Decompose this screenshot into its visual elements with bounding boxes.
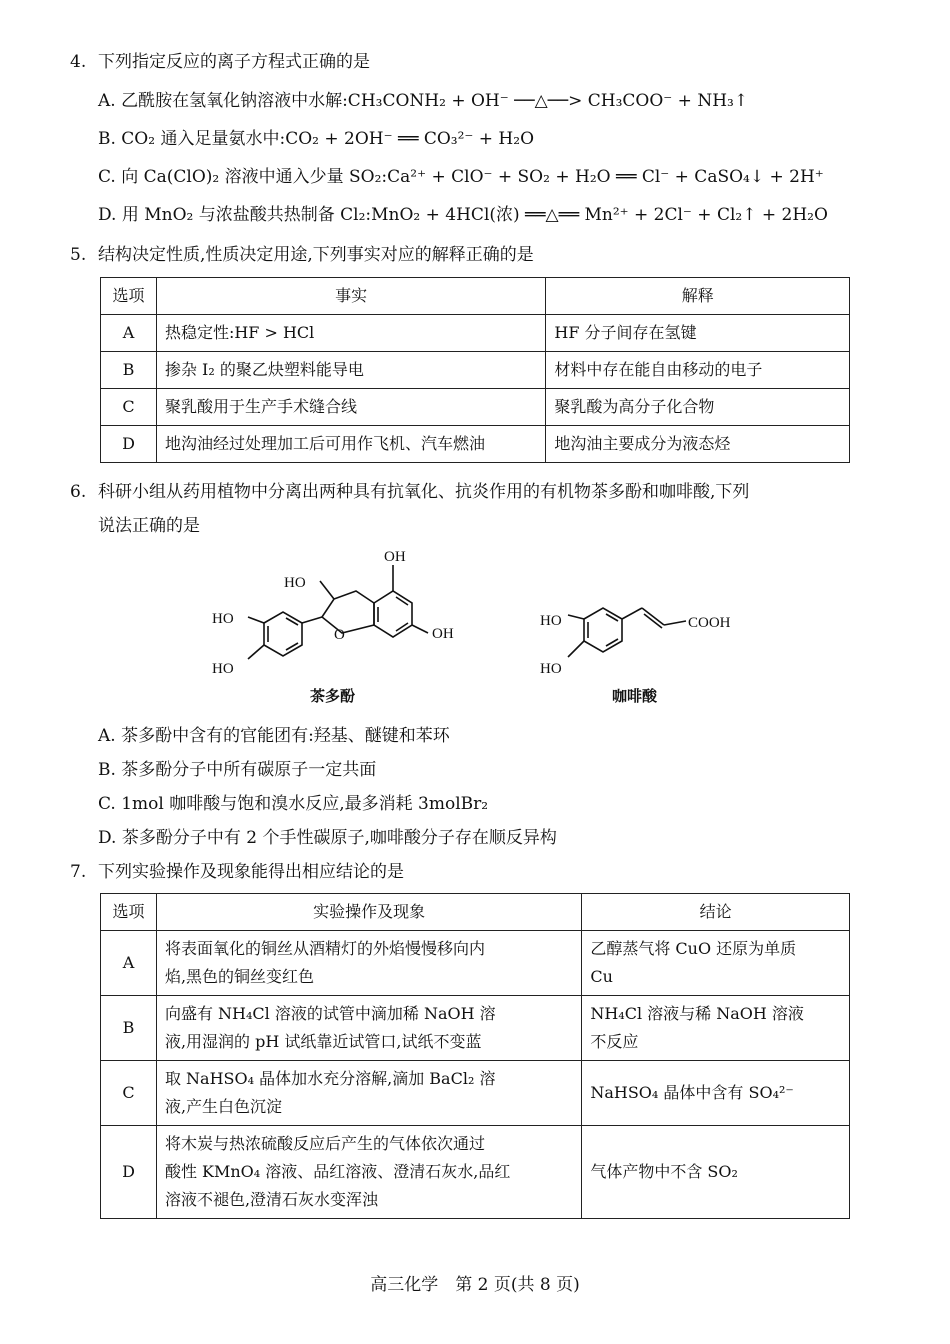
operation-line: 将表面氧化的铜丝从酒精灯的外焰慢慢移向内 (164, 939, 485, 958)
tea-polyphenol-name: 茶多酚 (310, 687, 356, 705)
question-stem-line1: 科研小组从药用植物中分离出两种具有抗氧化、抗炎作用的有机物茶多酚和咖啡酸,下列 (98, 482, 750, 502)
q6-option-b: B. 茶多酚分子中所有碳原子一定共面 (98, 760, 377, 780)
oh-label: OH (384, 549, 406, 565)
question-number: 6. (70, 482, 87, 502)
option-cell: A (101, 315, 157, 352)
header-cell: 实验操作及现象 (156, 894, 581, 931)
option-cell: C (101, 389, 157, 426)
conclusion-line: 不反应 (590, 1032, 639, 1051)
conclusion-line: 乙醇蒸气将 CuO 还原为单质 (590, 939, 797, 958)
explanation-cell: 材料中存在能自由移动的电子 (546, 352, 850, 389)
header-cell: 事实 (156, 278, 545, 315)
fact-cell: 聚乳酸用于生产手术缝合线 (156, 389, 545, 426)
question-stem: 下列指定反应的离子方程式正确的是 (98, 52, 370, 72)
operation-line: 焰,黑色的铜丝变红色 (164, 967, 315, 986)
option-cell: A (101, 931, 157, 996)
conclusion-cell (582, 931, 850, 996)
molecule-figure (212, 545, 740, 707)
table-header-row (101, 278, 850, 315)
question-number: 5. (70, 245, 87, 265)
header-cell: 结论 (582, 894, 850, 931)
conclusion-line: NH₄Cl 溶液与稀 NaOH 溶液 (590, 1004, 804, 1023)
question-stem: 结构决定性质,性质决定用途,下列事实对应的解释正确的是 (98, 245, 534, 265)
table-row (101, 931, 850, 996)
conclusion-cell (582, 996, 850, 1061)
q6-option-c: C. 1mol 咖啡酸与饱和溴水反应,最多消耗 3molBr₂ (98, 794, 489, 814)
question-5 (70, 243, 534, 267)
fact-cell: 掺杂 I₂ 的聚乙炔塑料能导电 (156, 352, 545, 389)
fact-cell: 地沟油经过处理加工后可用作飞机、汽车燃油 (156, 426, 545, 463)
q4-option-d: D. 用 MnO₂ 与浓盐酸共热制备 Cl₂:MnO₂ + 4HCl(浓) ══△══ Mn²⁺ + 2Cl⁻ + Cl₂↑ + 2H₂O (98, 205, 828, 225)
q5-table (100, 277, 850, 463)
explanation-cell: HF 分子间存在氢键 (546, 315, 850, 352)
operation-line: 酸性 KMnO₄ 溶液、品红溶液、澄清石灰水,品红 (164, 1162, 511, 1181)
operation-cell (156, 931, 581, 996)
operation-line: 将木炭与热浓硫酸反应后产生的气体依次通过 (164, 1134, 485, 1153)
option-cell: C (101, 1061, 157, 1126)
table-row (101, 315, 850, 352)
q6-option-a: A. 茶多酚中含有的官能团有:羟基、醚键和苯环 (98, 726, 450, 746)
option-cell: B (101, 996, 157, 1061)
explanation-cell: 聚乳酸为高分子化合物 (546, 389, 850, 426)
explanation-cell: 地沟油主要成分为液态烃 (546, 426, 850, 463)
header-cell: 选项 (101, 894, 157, 931)
ho-label: HO (212, 611, 234, 627)
fact-cell: 热稳定性:HF > HCl (156, 315, 545, 352)
question-number: 7. (70, 862, 87, 882)
ho-label: HO (540, 661, 562, 677)
operation-line: 取 NaHSO₄ 晶体加水充分溶解,滴加 BaCl₂ 溶 (164, 1069, 496, 1088)
question-stem: 下列实验操作及现象能得出相应结论的是 (98, 862, 404, 882)
option-cell: D (101, 426, 157, 463)
operation-cell (156, 1061, 581, 1126)
ho-label: HO (284, 575, 306, 591)
table-row (101, 389, 850, 426)
cooh-label: COOH (688, 615, 731, 631)
option-cell: B (101, 352, 157, 389)
table-header-row (101, 894, 850, 931)
table-row (101, 426, 850, 463)
operation-cell (156, 996, 581, 1061)
operation-line: 向盛有 NH₄Cl 溶液的试管中滴加稀 NaOH 溶 (164, 1004, 496, 1023)
ring-oxygen-label: O (334, 627, 345, 643)
q6-option-d: D. 茶多酚分子中有 2 个手性碳原子,咖啡酸分子存在顺反异构 (98, 828, 557, 848)
page-footer: 高三化学 第 2 页(共 8 页) (370, 1275, 580, 1295)
operation-line: 液,用湿润的 pH 试纸靠近试管口,试纸不变蓝 (164, 1032, 482, 1051)
conclusion-cell (582, 1061, 850, 1126)
table-row (101, 1061, 850, 1126)
conclusion-cell (582, 1126, 850, 1219)
operation-cell (156, 1126, 581, 1219)
ho-label: HO (540, 613, 562, 629)
table-row (101, 1126, 850, 1219)
molecule-structures (212, 545, 740, 707)
question-stem-line2: 说法正确的是 (98, 516, 200, 536)
question-6 (70, 480, 749, 504)
q4-option-b: B. CO₂ 通入足量氨水中:CO₂ + 2OH⁻ ══ CO₃²⁻ + H₂O (98, 129, 535, 149)
table-row (101, 352, 850, 389)
question-4 (70, 50, 370, 74)
question-number: 4. (70, 52, 87, 72)
header-cell: 解释 (546, 278, 850, 315)
conclusion-line: NaHSO₄ 晶体中含有 SO₄²⁻ (590, 1083, 794, 1102)
operation-line: 溶液不褪色,澄清石灰水变浑浊 (164, 1190, 379, 1209)
header-cell: 选项 (101, 278, 157, 315)
oh-label: OH (432, 626, 454, 642)
table-row (101, 996, 850, 1061)
conclusion-line: Cu (590, 967, 613, 986)
caffeic-acid-name: 咖啡酸 (612, 687, 658, 705)
q4-option-c: C. 向 Ca(ClO)₂ 溶液中通入少量 SO₂:Ca²⁺ + ClO⁻ + SO₂ + H₂O ══ Cl⁻ + CaSO₄↓ + 2H⁺ (98, 167, 824, 187)
option-cell: D (101, 1126, 157, 1219)
q4-option-a: A. 乙酰胺在氢氧化钠溶液中水解:CH₃CONH₂ + OH⁻ ──△──> CH₃COO⁻ + NH₃↑ (98, 91, 749, 111)
q7-table (100, 893, 850, 1219)
question-7 (70, 860, 404, 884)
ho-label: HO (212, 661, 234, 677)
operation-line: 液,产生白色沉淀 (164, 1097, 283, 1116)
conclusion-line: 气体产物中不含 SO₂ (590, 1162, 738, 1181)
